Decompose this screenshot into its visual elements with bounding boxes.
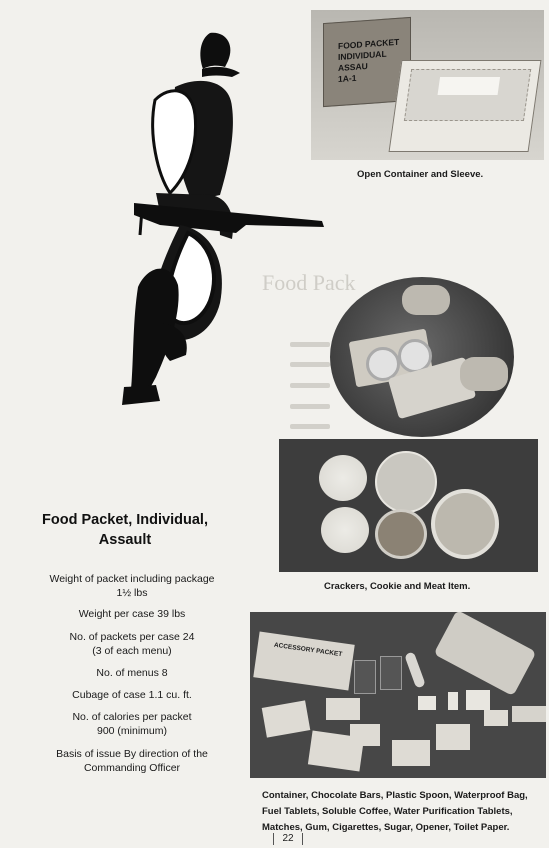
spec-basis-of-issue: [12, 747, 252, 775]
meat-can-icon: [431, 489, 499, 559]
box-label-line: ASSAU: [338, 60, 368, 74]
photo-packet-contents: [250, 612, 546, 778]
spec-cubage: [12, 688, 252, 702]
page-title-line: Food Packet, Individual,: [42, 512, 208, 528]
spec-label: No. of calories per packet: [72, 711, 192, 723]
spec-value: 1½ lbs: [116, 587, 148, 599]
cracker-icon: [321, 507, 369, 553]
accessory-packet-label: ACCESSORY PACKET: [273, 641, 343, 659]
cracker-icon: [319, 455, 367, 501]
box-label-line: INDIVIDUAL: [338, 48, 387, 63]
spec-label: Cubage of case 1.1 cu. ft.: [72, 689, 192, 701]
photo-can-and-sleeve: [330, 277, 514, 437]
chocolate-bar: [354, 660, 376, 694]
chocolate-bar: [380, 656, 402, 690]
page-title-line: Assault: [98, 532, 152, 548]
spec-value: Commanding Officer: [83, 762, 181, 774]
caption-contents-line: Matches, Gum, Cigarettes, Sugar, Opener, Toilet Paper.: [262, 822, 510, 833]
spec-packet-weight: [12, 572, 252, 600]
cookie-icon: [375, 509, 427, 559]
spec-label: Weight per case 39 lbs: [78, 608, 186, 620]
spec-menus: [12, 666, 252, 680]
spoon-icon: [404, 651, 426, 688]
page-number: 22: [273, 833, 303, 845]
spec-weight-per-case: [12, 607, 252, 621]
spec-calories: [12, 710, 252, 738]
spec-label: No. of menus 8: [96, 667, 168, 679]
ration-box-open: [389, 60, 542, 152]
spec-label: Basis of issue By direction of the: [56, 748, 208, 760]
accessory-packet: [253, 632, 354, 691]
box-label-line: FOOD PACKET: [338, 36, 400, 52]
caption-crackers: Crackers, Cookie and Meat Item.: [324, 581, 471, 592]
bleed-through-heading: Food Pack: [262, 270, 356, 295]
caption-contents-line: Container, Chocolate Bars, Plastic Spoon, Waterproof Bag,: [262, 790, 528, 801]
photo-open-container: [311, 10, 544, 160]
caption-contents-line: Fuel Tablets, Soluble Coffee, Water Purification Tablets,: [262, 806, 513, 817]
spec-label: No. of packets per case 24: [69, 631, 195, 643]
soldier-illustration: [60, 25, 340, 415]
spec-value: (3 of each menu): [92, 645, 172, 657]
spec-packets-per-case: [12, 630, 252, 658]
box-label-line: 1A-1: [338, 72, 357, 85]
spec-label: Weight of packet including package: [49, 573, 215, 585]
caption-open-container: Open Container and Sleeve.: [357, 169, 484, 180]
caption-contents: [262, 788, 528, 836]
photo-crackers-cookie-meat: [279, 439, 538, 572]
spec-value: 900 (minimum): [96, 725, 167, 737]
page-title: [20, 510, 230, 550]
